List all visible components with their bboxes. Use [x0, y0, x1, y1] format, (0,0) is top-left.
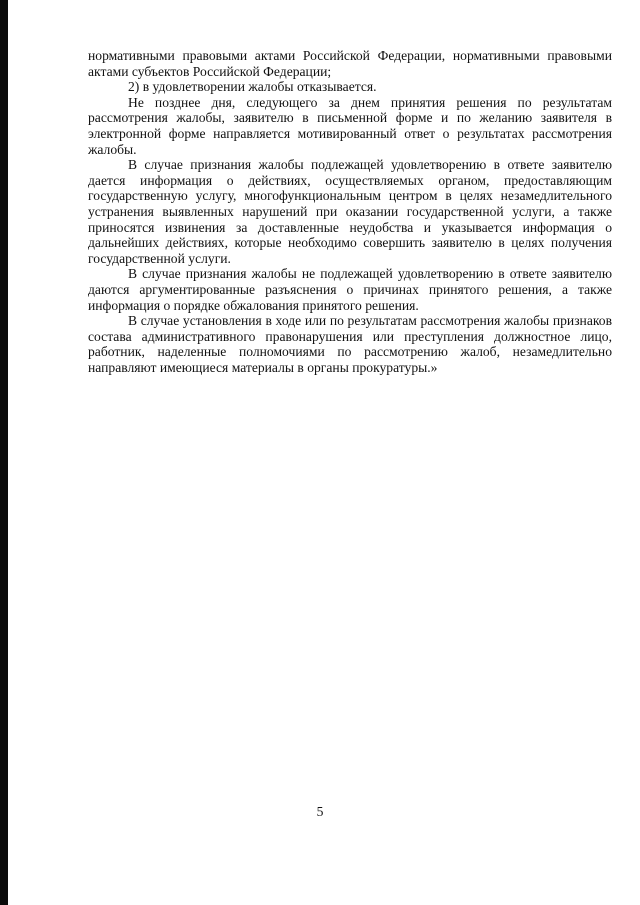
- paragraph-complaint-rejected: В случае признания жалобы не подлежащей удовлетворению в ответе заявителю даются аргументированные разъяснения о причинах принятого решения, а также информация о порядке обжалования принятого решения.: [88, 266, 612, 313]
- document-body: [88, 48, 612, 375]
- paragraph-complaint-satisfied: В случае признания жалобы подлежащей удовлетворению в ответе заявителю дается информация о действиях, осуществляемых органом, предоставляющим государственную услугу, многофункциональным центром в целях незамедлительного устранения выявленных нарушений при оказании государственной услуги, а также приносятся извинения за доставленные неудобства и указывается информация о дальнейших действиях, которые необходимо совершить заявителю в целях получения государственной услуги.: [88, 157, 612, 266]
- page-number: 5: [316, 804, 324, 819]
- paragraph-offense-detected: В случае установления в ходе или по результатам рассмотрения жалобы признаков состава административного правонарушения или преступления должностное лицо, работник, наделенные полномочиями по рассмотрению жалоб, незамедлительно направляют имеющиеся материалы в органы прокуратуры.»: [88, 313, 612, 375]
- paragraph-continuation: нормативными правовыми актами Российской Федерации, нормативными правовыми актами субъектов Российской Федерации;: [88, 48, 612, 79]
- paragraph-list-item-2: 2) в удовлетворении жалобы отказывается.: [128, 79, 377, 95]
- scan-edge-shadow: [0, 0, 8, 905]
- paragraph-response-deadline: Не позднее дня, следующего за днем принятия решения по результатам рассмотрения жалобы, заявителю в письменной форме и по желанию заявителя в электронной форме направляется мотивированный ответ о результатах рассмотрения жалобы.: [88, 94, 612, 157]
